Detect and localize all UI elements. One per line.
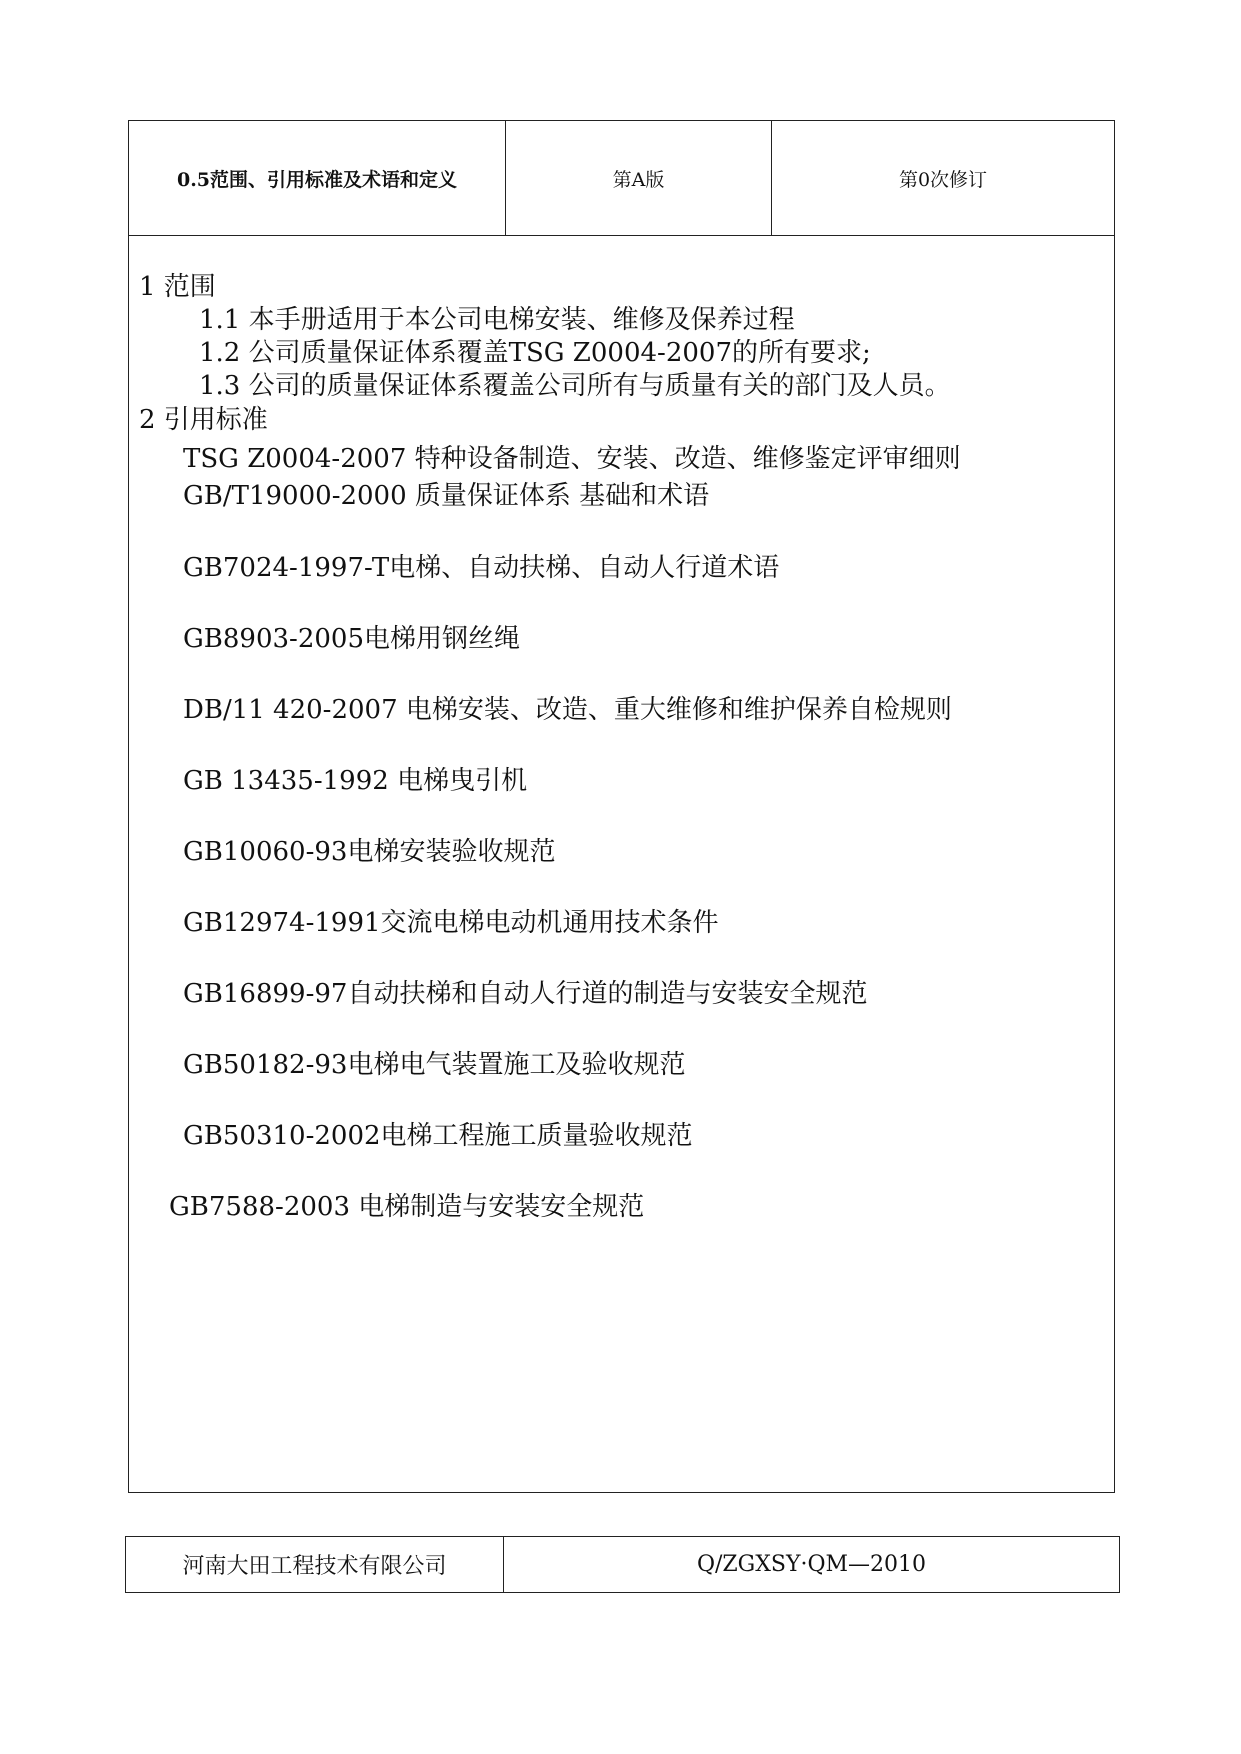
standard-item: GB8903-2005电梯用钢丝绳 <box>183 624 520 654</box>
standards-heading: 2 引用标准 <box>139 405 268 435</box>
edition-label: 第A版 <box>506 121 772 235</box>
revision-label: 第0次修订 <box>898 168 988 191</box>
scope-heading: 1 范围 <box>139 272 216 302</box>
standard-item: GB16899-97自动扶梯和自动人行道的制造与安装安全规范 <box>183 979 868 1009</box>
standard-item: GB50310-2002电梯工程施工质量验收规范 <box>183 1121 693 1151</box>
standard-item: TSG Z0004-2007 特种设备制造、安装、改造、维修鉴定评审细则 <box>183 444 961 474</box>
document-code: Q/ZGXSY·QM—2010 <box>696 1552 927 1577</box>
document-frame <box>128 120 1115 1493</box>
footer-table <box>125 1536 1120 1593</box>
standard-item: GB12974-1991交流电梯电动机通用技术条件 <box>183 908 719 938</box>
company-name: 河南大田工程技术有限公司 <box>126 1537 504 1592</box>
standard-item: GB7024-1997-T电梯、自动扶梯、自动人行道术语 <box>183 553 780 583</box>
section-title: 0.5范围、引用标准及术语和定义 <box>129 121 506 235</box>
standard-item: GB 13435-1992 电梯曳引机 <box>183 766 528 796</box>
standard-item: GB7588-2003 电梯制造与安装安全规范 <box>169 1192 645 1222</box>
header-row <box>129 121 1114 236</box>
standard-item: GB/T19000-2000 质量保证体系 基础和术语 <box>183 481 710 511</box>
scope-item: 1.3 公司的质量保证体系覆盖公司所有与质量有关的部门及人员。 <box>199 371 951 401</box>
standard-item: DB/11 420-2007 电梯安装、改造、重大维修和维护保养自检规则 <box>183 695 952 725</box>
scope-item: 1.1 本手册适用于本公司电梯安装、维修及保养过程 <box>199 305 795 335</box>
standard-item: GB50182-93电梯电气装置施工及验收规范 <box>183 1050 686 1080</box>
standard-item: GB10060-93电梯安装验收规范 <box>183 837 556 867</box>
scope-item: 1.2 公司质量保证体系覆盖TSG Z0004-2007的所有要求; <box>199 338 871 368</box>
